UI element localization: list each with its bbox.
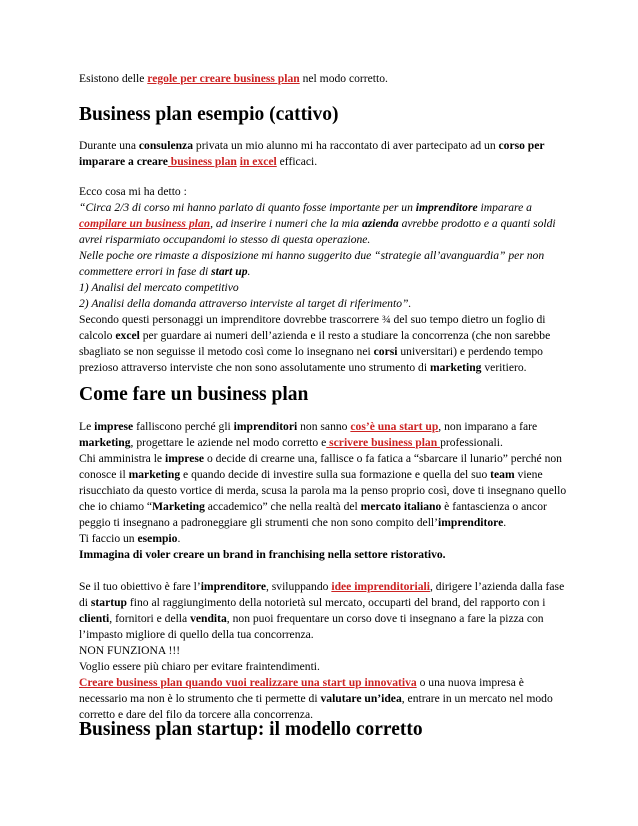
link-compilare-business-plan[interactable]: compilare un business plan [79,217,211,230]
text: per guardare ai numeri dell’azienda e il resto a studiare la concorrenza (che non sarebbe sbagliato se non seguisse il metodo così come lo insegnano nei [79,329,551,358]
text: , sviluppando [265,580,332,593]
bold-text: Immagina di voler creare un brand in franchising nella settore ristorativo. [79,548,446,561]
text: Ti faccio un [79,532,138,545]
link-creare-business-plan-start-up[interactable]: Creare business plan quando vuoi realizzare una start up innovativa [79,676,417,689]
intro-paragraph [79,71,569,87]
bold-text: marketing [429,361,482,374]
text: Se il tuo obiettivo è fare l’ [79,580,201,593]
italic-text: Nelle poche ore rimaste a disposizione mi hanno suggerito due “strategie all’avanguardia” per non commettere errori in fase di [79,249,545,278]
quote-list-item-1 [79,280,569,296]
paragraph-immagina [79,547,569,563]
text: , dirigere l’azienda dalla fase di [79,580,565,609]
quote-list-item-2 [79,296,569,312]
bold-text: mercato italiano [360,500,442,513]
bold-italic-text: azienda [362,217,399,230]
text: Durante una [79,139,139,152]
heading-business-plan-startup: Business plan startup: il modello corretto [79,719,423,740]
paragraph-imprese [79,419,569,451]
text: viene risucchiato da questo vortice di merda, scusa la parola ma la penso proprio così, dove ti insegnano quello che io chiamo “ [79,468,567,513]
paragraph-secondo [79,312,569,376]
text: Esistono delle [79,72,148,85]
heading-come-fare-business-plan: Come fare un business plan [79,384,309,405]
italic-text: 2) Analisi della domanda attraverso interviste al target di riferimento”. [79,297,412,310]
text: . [177,532,181,545]
text: falliscono perché gli [133,420,234,433]
text: Secondo questi personaggi un imprenditore dovrebbe trascorrere ¾ del suo tempo dietro un foglio di calcolo [79,313,546,342]
bold-text: imprese [94,420,134,433]
quote-text-2 [79,248,569,280]
bold-italic-text: start up [211,265,248,278]
italic-text: . [247,265,251,278]
bold-text: consulenza [138,139,193,152]
text: universitari) e perdendo tempo prezioso attraverso interviste che non sono assolutamente uno strumento di [79,345,543,374]
text: , entrare in un mercato nel modo corretto e dare del filo da torcere alla concorrenza. [79,692,553,721]
link-scrivere-business-plan[interactable]: scrivere business plan [326,436,441,449]
heading-business-plan-esempio: Business plan esempio (cattivo) [79,104,339,125]
text: , progettare le aziende nel modo corretto e [130,436,327,449]
italic-text: 1) Analisi del mercato competitivo [79,281,239,294]
text: non sanno [297,420,351,433]
bold-text: esempio [137,532,178,545]
paragraph-non-funziona: NON FUNZIONA !!! [79,644,181,657]
bold-text: imprenditori [233,420,298,433]
italic-text: , ad inserire i numeri che la mia [210,217,362,230]
text: , non puoi frequentare un corso dove ti insegnano a fare la pizza con l’impasto migliore di quello della tua concorrenza. [79,612,544,641]
bold-text: imprenditore [438,516,504,529]
text: efficaci. [276,155,318,168]
bold-italic-text: imprenditore [415,201,478,214]
text: Chi amministra le [79,452,165,465]
quote-block [79,184,569,376]
quote-intro: Ecco cosa mi ha detto : [79,185,187,198]
text: . [503,516,507,529]
link-regole-business-plan[interactable]: regole per creare business plan [147,72,300,85]
text: fino al raggiungimento della notorietà sul mercato, occuparti del brand, del rapporto con i [127,596,546,609]
quote-text [79,200,569,248]
bold-text: clienti [79,612,110,625]
text: e quando decide di investire sulla sua formazione e quella del suo [180,468,491,481]
bold-text: corso per imparare a creare [79,139,545,168]
text: o una nuova impresa è necessario ma non è lo strumento che ti permette di [79,676,524,705]
paragraph-chi-amministra [79,451,569,531]
link-in-excel[interactable]: in excel [239,155,277,168]
paragraph-esempio [79,531,569,547]
paragraph-voglio: Voglio essere più chiaro per evitare fraintendimenti. [79,660,320,673]
paragraph-obiettivo [79,579,569,643]
section-come-fare [79,419,569,563]
bold-text: imprese [164,452,205,465]
text: nel modo corretto. [299,72,388,85]
bold-text: vendita [190,612,227,625]
link-business-plan[interactable]: business plan [167,155,237,168]
bold-text: marketing [79,436,131,449]
bold-text: valutare un’idea [320,692,402,705]
italic-text: avrebbe prodotto e a quanti soldi avrei risparmiato occupandomi io stesso di questa operazione. [79,217,556,246]
italic-text: imparare a [477,201,532,214]
text: accademico” che nella realtà del [204,500,361,513]
bold-text: marketing [128,468,181,481]
text: Le [79,420,95,433]
link-idee-imprenditoriali[interactable]: idee imprenditoriali [331,580,430,593]
text: è fantascienza o ancor peggio ti insegnano a padroneggiare gli strumenti che non sono compito dell’ [79,500,547,529]
bold-text: Marketing [152,500,205,513]
link-cos-e-start-up[interactable]: cos’è una start up [350,420,439,433]
italic-text: “Circa 2/3 di corso mi hanno parlato di quanto fosse importante per un [79,201,416,214]
text: o decide di crearne una, fallisce o fa fatica a “sbarcare il lunario” perché non conosce il [79,452,562,481]
text: privata un mio alunno mi ha raccontato di aver partecipato ad un [193,139,499,152]
text: , fornitori e della [109,612,191,625]
bold-text: team [490,468,515,481]
bold-text: excel [115,329,140,342]
paragraph-consulenza [79,138,569,170]
section-obiettivo [79,579,569,723]
bold-text: startup [90,596,127,609]
text: professionali. [440,436,503,449]
bold-text: corsi [373,345,398,358]
paragraph-creare-business-plan [79,675,569,723]
text: veritiero. [481,361,527,374]
text: , non imparano a fare [438,420,538,433]
bold-text: imprenditore [200,580,266,593]
